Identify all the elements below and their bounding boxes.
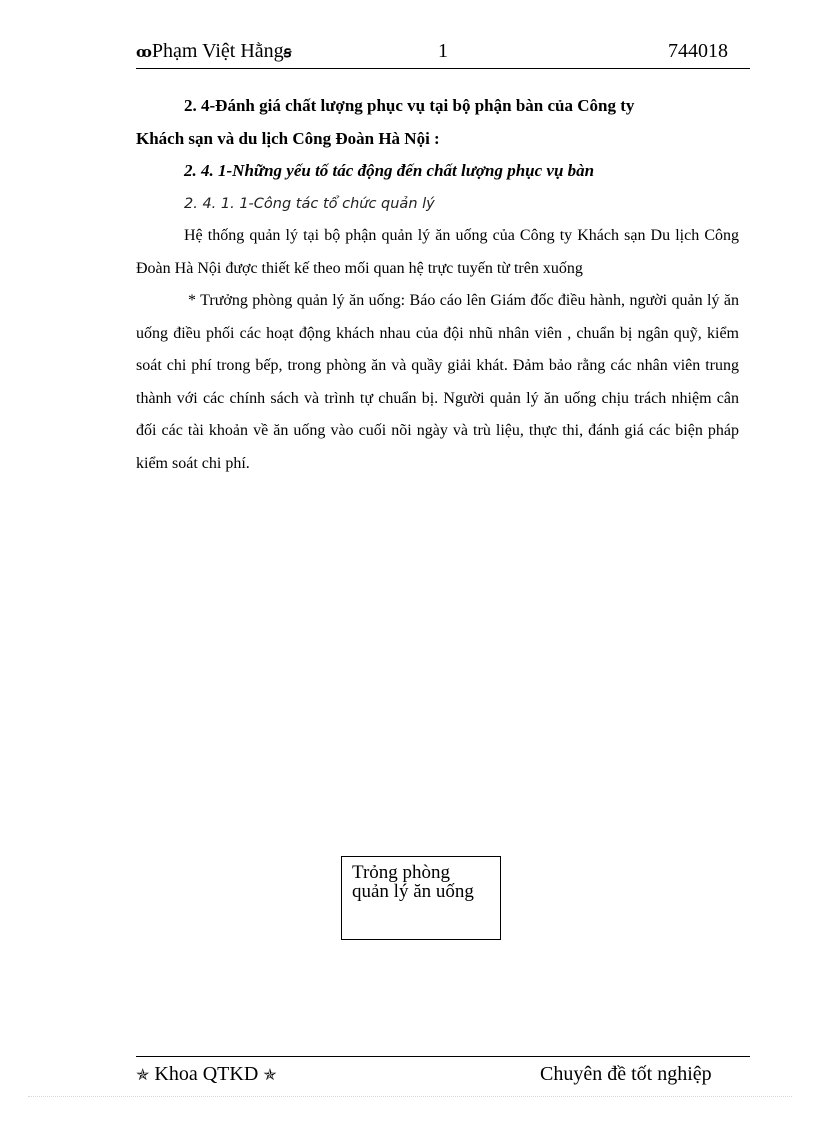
ornament-left-icon: ꝏ <box>136 45 152 61</box>
body-paragraph: * Trưởng phòng quản lý ăn uống: Báo cáo lên Giám đốc điều hành, người quản lý ăn uống điều phối các hoạt động khách nhau của đội nhũ nhân viên , chuẩn bị ngân quỹ, kiểm soát chi phí trong bếp, trong phòng ăn và quầy giải khát. Đảm bảo rằng các nhân viên trung thành với các chính sách và trình tự chuẩn bị. Người quản lý ăn uống chịu trách nhiệm cân đối các tài khoản về ăn uống vào cuối nõi ngày và trù liệu, thực thi, đánh giá các biện pháp kiểm soát chi phí. <box>136 292 739 472</box>
header-page-number: 1 <box>438 40 448 62</box>
star-icon: ✯ <box>263 1067 277 1084</box>
subsection-heading: 2. 4. 1-Những yếu tố tác động đến chất lượng phục vụ bàn <box>184 161 595 180</box>
section-heading-line1: 2. 4-Đánh giá chất lượng phục vụ tại bộ phận bàn của Công ty <box>184 96 635 115</box>
page-bottom-divider <box>28 1096 792 1097</box>
header-author: Phạm Việt Hằng <box>151 40 284 62</box>
org-chart-box <box>341 856 501 940</box>
document-body <box>136 90 739 480</box>
section-heading-line2: Khách sạn và du lịch Công Đoàn Hà Nội : <box>136 128 440 148</box>
page-footer <box>136 1056 750 1097</box>
section-heading <box>136 90 739 155</box>
subsubsection-heading: 2. 4. 1. 1-Công tác tổ chức quản lý <box>184 195 435 212</box>
header-student-id: 744018 <box>668 40 728 62</box>
org-chart-box-line2: quản lý ăn uống <box>352 881 474 902</box>
org-chart-box-line1: Trỏng phòng <box>352 862 451 883</box>
footer-label: Chuyên đề tốt nghiệp <box>540 1063 712 1085</box>
body-paragraph: Hệ thống quản lý tại bộ phận quản lý ăn uống của Công ty Khách sạn Du lịch Công Đoàn Hà Nội được thiết kế theo mối quan hệ trực tuyến từ trên xuống <box>136 227 739 277</box>
footer-faculty: Khoa QTKD <box>154 1063 259 1085</box>
page-header <box>136 36 750 69</box>
footer-faculty-block <box>136 1063 277 1086</box>
header-author-block <box>136 40 291 63</box>
ornament-right-icon: ꞩ <box>283 45 292 61</box>
star-icon: ✯ <box>136 1067 150 1084</box>
